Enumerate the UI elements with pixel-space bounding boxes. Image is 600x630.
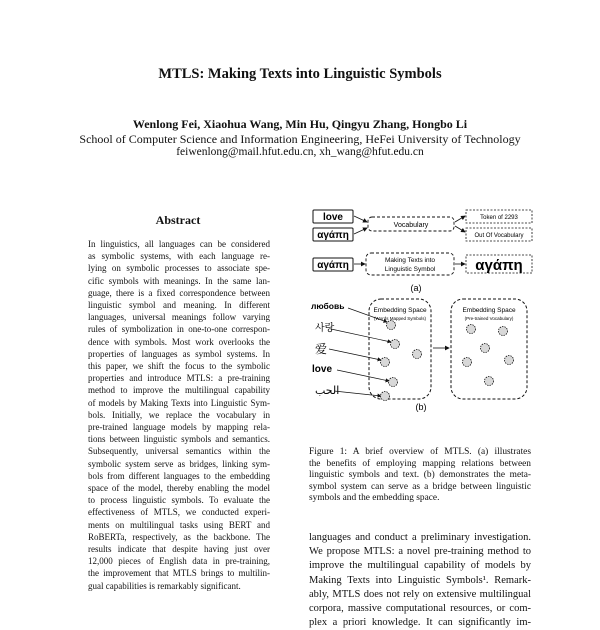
embedding-point bbox=[505, 356, 514, 365]
arrow bbox=[331, 329, 391, 342]
embedding-point bbox=[481, 344, 490, 353]
figure-panel-a bbox=[313, 210, 532, 293]
abstract-line: as symbolic systems, with each language re- bbox=[88, 251, 270, 262]
abstract-line: space of the model, thereby enabling the model bbox=[88, 483, 270, 494]
panel-a-label: (a) bbox=[410, 283, 422, 293]
figure-caption bbox=[309, 447, 531, 505]
figure-panel-b bbox=[311, 299, 527, 412]
embedding-point bbox=[387, 321, 396, 330]
body-line: corpora, massive computational resources, or com- bbox=[309, 603, 531, 615]
arrow bbox=[337, 370, 389, 381]
word-arabic: الحب bbox=[315, 385, 340, 397]
embedding-space-right-subtitle: (Pre-trained Vocabulary) bbox=[464, 316, 514, 321]
caption-line: symbol system can serve as a bridge between linguistic bbox=[309, 481, 531, 492]
body-text bbox=[309, 531, 531, 630]
vocabulary-label: Vocabulary bbox=[393, 222, 429, 229]
panel-b-label: (b) bbox=[415, 402, 427, 412]
arrow bbox=[329, 349, 381, 360]
figure-1 bbox=[305, 205, 541, 441]
body-line: plex a priori knowledge. It can significantly im- bbox=[309, 617, 531, 629]
abstract-line: bols from different languages to the embedding bbox=[88, 470, 270, 481]
abstract-line: of models by Making Texts into Linguistic Sym- bbox=[88, 397, 270, 408]
embedding-point bbox=[391, 340, 400, 349]
abstract-line: gual capabilities is remarkably significant. bbox=[88, 580, 241, 591]
mtls-label-line-2: Linguistic Symbol bbox=[384, 266, 436, 273]
abstract-line: bols. Initially, we replace the vocabulary in bbox=[88, 409, 270, 420]
abstract-line: rules of symbolization in one-to-one correspon- bbox=[88, 324, 270, 335]
embedding-space-left-title: Embedding Space bbox=[373, 307, 427, 314]
embedding-space-left-subtitle: (Words Mapped Symbols) bbox=[374, 316, 426, 321]
abstract-line: guage, there is a fixed correspondence between bbox=[88, 287, 270, 298]
mtls-label-line-1: Making Texts into bbox=[384, 257, 436, 264]
abstract-line: properties of languages as symbol systems. In bbox=[88, 348, 270, 359]
word-agape: αγάπη bbox=[317, 230, 349, 241]
caption-line: symbols and the embedding space. bbox=[309, 493, 440, 504]
arrow bbox=[334, 391, 381, 396]
abstract-line: the improvement that MTLS brings to multilin- bbox=[88, 568, 270, 579]
arrow bbox=[354, 228, 367, 234]
abstract-line: linguistic symbol and meaning. In different bbox=[88, 300, 270, 311]
embedding-space-right-title: Embedding Space bbox=[462, 307, 516, 314]
arrow bbox=[455, 226, 465, 232]
body-line: Making Texts into Linguistic Symbols¹. Remark- bbox=[309, 574, 531, 586]
word-agape-2: αγάπη bbox=[317, 260, 349, 271]
abstract-line: results indicate that despite having just over bbox=[88, 544, 270, 555]
abstract-line: languages, universal meanings follow varying bbox=[88, 312, 270, 323]
embedding-point bbox=[467, 325, 476, 334]
oov-output-label: Out Of Vocabulary bbox=[474, 233, 524, 239]
abstract-line: Subsequently, universal semantics within the bbox=[88, 446, 270, 457]
body-line: We propose MTLS: a novel pre-training method to bbox=[309, 546, 531, 558]
abstract-line: properties and introduce MTLS: a pre-training bbox=[88, 373, 270, 384]
embedding-point bbox=[463, 358, 472, 367]
caption-line: Figure 1: A brief overview of MTLS. (a) illustrates bbox=[309, 447, 531, 457]
word-russian: любовь bbox=[311, 301, 345, 311]
abstract-line: method to improve the multilingual capability bbox=[88, 385, 270, 396]
arrow bbox=[354, 216, 367, 222]
embedding-point bbox=[381, 392, 390, 401]
email-addresses: feiwenlong@mail.hfut.edu.cn, xh_wang@hfut.edu.cn bbox=[176, 146, 424, 158]
affiliation: School of Computer Science and Information Engineering, HeFei University of Technology bbox=[79, 132, 521, 146]
arrow bbox=[455, 216, 465, 222]
word-english: love bbox=[312, 364, 333, 375]
word-love: love bbox=[322, 212, 344, 223]
body-line: ably, MTLS does not rely on extensive multilingual bbox=[309, 588, 531, 600]
body-line: improve the multilingual capability of models by bbox=[309, 560, 531, 572]
abstract-line: ments on multilingual tasks using BERT and bbox=[88, 519, 270, 530]
caption-line: the benefits of employing mapping relations between bbox=[309, 458, 531, 469]
body-line: languages and conduct a preliminary investigation. bbox=[309, 532, 531, 543]
abstract-line: In linguistics, all languages can be considered bbox=[88, 239, 270, 249]
author-list: Wenlong Fei, Xiaohua Wang, Min Hu, Qingyu Zhang, Hongbo Li bbox=[132, 117, 468, 131]
word-chinese: 爱 bbox=[315, 342, 328, 356]
abstract-line: pre-trained language models by mapping rela- bbox=[88, 422, 270, 433]
abstract-line: dence with symbols. Most work overlooks the bbox=[88, 336, 270, 347]
abstract-text bbox=[88, 238, 270, 592]
abstract-line: to process linguistic symbols. To evaluate the bbox=[88, 495, 270, 506]
abstract-heading: Abstract bbox=[155, 213, 201, 227]
abstract-line: tions between linguistic symbols and semantics. bbox=[88, 434, 270, 445]
embedding-point bbox=[381, 358, 390, 367]
embedding-point bbox=[485, 377, 494, 386]
abstract-line: this paper, we shift the focus to the symbolic bbox=[88, 361, 270, 372]
caption-line: linguistic symbols and text. (b) demonstrates the meta- bbox=[309, 470, 531, 481]
embedding-space-left bbox=[369, 299, 431, 399]
embedding-point bbox=[499, 327, 508, 336]
embedding-point bbox=[389, 378, 398, 387]
word-korean: 사랑 bbox=[315, 323, 335, 334]
paper-title: MTLS: Making Texts into Linguistic Symbols bbox=[158, 66, 442, 82]
embedding-point bbox=[413, 350, 422, 359]
abstract-line: effectiveness of MTLS, we conducted experi- bbox=[88, 507, 270, 518]
abstract-line: cific symbols with meanings. In the same lan- bbox=[88, 275, 270, 286]
token-output-label: Token of 2293 bbox=[480, 215, 518, 221]
abstract-line: symbolic system serve as bridges, linking sym- bbox=[88, 458, 270, 469]
abstract-line: lying on symbolic processes to associate spe- bbox=[88, 263, 270, 274]
abstract-line: 12,000 pieces of English data in pre-training, bbox=[88, 556, 270, 567]
abstract-line: RoBERTa, respectively, as the backbone. The bbox=[88, 531, 270, 542]
glyph-output: αγάπη bbox=[475, 257, 523, 274]
